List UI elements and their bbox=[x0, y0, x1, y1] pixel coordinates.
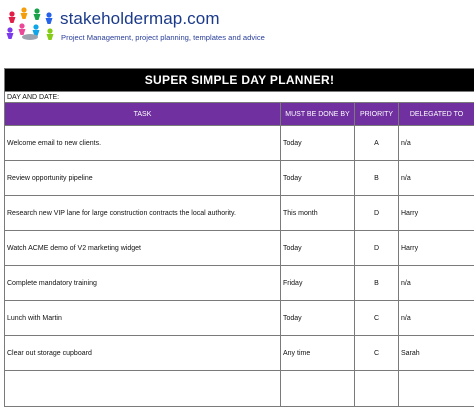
priority-cell[interactable] bbox=[355, 371, 399, 407]
stakeholder-people-icon bbox=[4, 4, 56, 44]
task-cell[interactable]: Review opportunity pipeline bbox=[5, 161, 281, 196]
table-row bbox=[5, 126, 474, 161]
due-cell[interactable] bbox=[281, 371, 355, 407]
hub-shadow bbox=[22, 34, 38, 40]
task-cell[interactable]: Lunch with Martin bbox=[5, 301, 281, 336]
due-cell[interactable]: Today bbox=[281, 161, 355, 196]
delegated-cell[interactable]: n/a bbox=[399, 126, 474, 161]
table-row bbox=[5, 301, 474, 336]
priority-cell[interactable]: C bbox=[355, 301, 399, 336]
day-planner-table bbox=[4, 68, 474, 407]
column-header-priority: PRIORITY bbox=[355, 103, 399, 126]
site-name[interactable]: stakeholdermap.com bbox=[60, 9, 220, 28]
priority-cell[interactable]: C bbox=[355, 336, 399, 371]
delegated-cell[interactable]: Harry bbox=[399, 231, 474, 266]
person-head bbox=[7, 27, 12, 32]
table-row bbox=[5, 336, 474, 371]
table-row bbox=[5, 371, 474, 407]
person-head bbox=[46, 12, 51, 17]
person-body bbox=[19, 29, 26, 35]
due-cell[interactable]: Today bbox=[281, 301, 355, 336]
due-cell[interactable]: Today bbox=[281, 231, 355, 266]
delegated-cell[interactable] bbox=[399, 371, 474, 407]
due-cell[interactable]: Friday bbox=[281, 266, 355, 301]
person-body bbox=[46, 18, 53, 24]
person-body bbox=[21, 13, 28, 19]
person-head bbox=[19, 23, 24, 28]
person-body bbox=[9, 17, 16, 23]
table-row bbox=[5, 161, 474, 196]
site-tagline: Project Management, project planning, templates and advice bbox=[61, 33, 265, 42]
priority-cell[interactable]: D bbox=[355, 231, 399, 266]
day-and-date-field[interactable]: DAY AND DATE: bbox=[5, 92, 474, 103]
delegated-cell[interactable]: n/a bbox=[399, 161, 474, 196]
column-header-task: TASK bbox=[5, 103, 281, 126]
priority-cell[interactable]: D bbox=[355, 196, 399, 231]
table-row bbox=[5, 196, 474, 231]
person-body bbox=[34, 14, 41, 20]
table-row bbox=[5, 231, 474, 266]
person-body bbox=[47, 34, 54, 40]
delegated-cell[interactable]: n/a bbox=[399, 301, 474, 336]
person-head bbox=[34, 8, 39, 13]
task-cell[interactable]: Research new VIP lane for large construction contracts the local authority. bbox=[5, 196, 281, 231]
delegated-cell[interactable]: n/a bbox=[399, 266, 474, 301]
column-header-row bbox=[5, 103, 474, 126]
task-cell[interactable] bbox=[5, 371, 281, 407]
person-head bbox=[47, 28, 52, 33]
task-cell[interactable]: Watch ACME demo of V2 marketing widget bbox=[5, 231, 281, 266]
due-cell[interactable]: This month bbox=[281, 196, 355, 231]
planner-title: SUPER SIMPLE DAY PLANNER! bbox=[5, 69, 474, 92]
task-cell[interactable]: Complete mandatory training bbox=[5, 266, 281, 301]
person-body bbox=[7, 33, 14, 39]
column-header-due: MUST BE DONE BY bbox=[281, 103, 355, 126]
task-cell[interactable]: Welcome email to new clients. bbox=[5, 126, 281, 161]
person-head bbox=[21, 7, 26, 12]
due-cell[interactable]: Any time bbox=[281, 336, 355, 371]
table-row bbox=[5, 266, 474, 301]
person-head bbox=[9, 11, 14, 16]
site-header bbox=[0, 0, 474, 62]
priority-cell[interactable]: B bbox=[355, 266, 399, 301]
priority-cell[interactable]: A bbox=[355, 126, 399, 161]
priority-cell[interactable]: B bbox=[355, 161, 399, 196]
person-head bbox=[33, 24, 38, 29]
due-cell[interactable]: Today bbox=[281, 126, 355, 161]
task-cell[interactable]: Clear out storage cupboard bbox=[5, 336, 281, 371]
column-header-delegated: DELEGATED TO bbox=[399, 103, 474, 126]
delegated-cell[interactable]: Harry bbox=[399, 196, 474, 231]
delegated-cell[interactable]: Sarah bbox=[399, 336, 474, 371]
